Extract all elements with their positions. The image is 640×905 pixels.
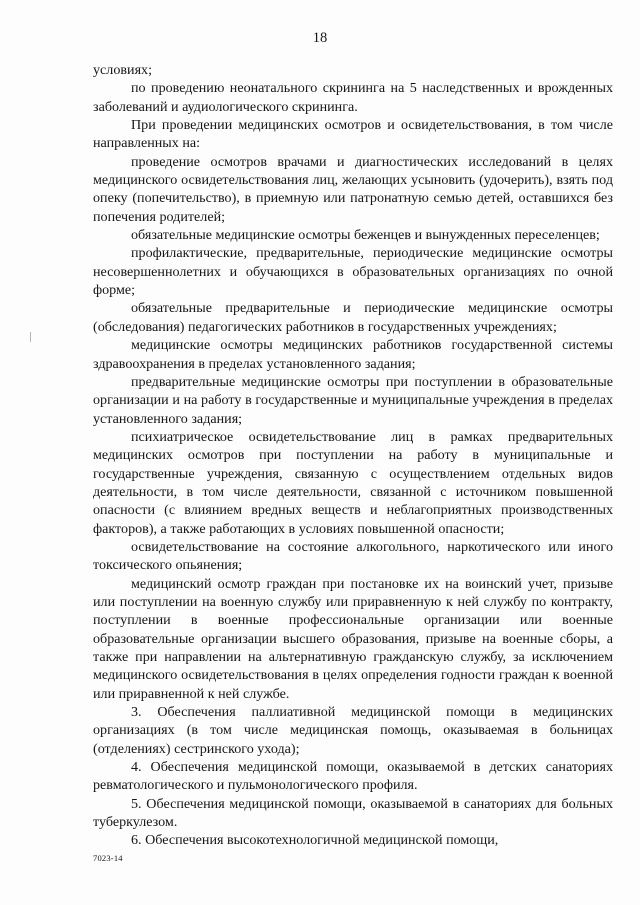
numbered-paragraph-3: 3. Обеспечения паллиативной медицинской помощи в медицинских организациях (в том числе медицинская помощь, оказываемая в больницах (отделениях) сестринского ухода); <box>93 704 613 757</box>
paragraph: психиатрическое освидетельствование лиц в рамках предварительных медицинских осмотров при поступлении на работу в муниципальные и государственные учреждения, связанную с осуществлением отдельных видов деятельности, в том числе деятельности, связанной с источником повышенной опасности (с влиянием вредных веществ и неблагоприятных производственных факторов), а также работающих в условиях повышенной опасности; <box>93 428 613 537</box>
numbered-paragraph-6: 6. Обеспечения высокотехнологичной медицинской помощи, <box>131 832 499 849</box>
paragraph: обязательные предварительные и периодические медицинские осмотры (обследования) педагогических работников в государственных учреждениях; <box>93 300 613 335</box>
paragraph: по проведению неонатального скрининга на 5 наследственных и врожденных заболеваний и аудиологического скрининга. <box>93 80 613 115</box>
paragraph: освидетельствование на состояние алкогольного, наркотического или иного токсического опьянения; <box>93 538 613 574</box>
paragraph: При проведении медицинских осмотров и освидетельствования, в том числе направленных на: <box>93 117 613 152</box>
paragraph: медицинский осмотр граждан при постановке их на воинский учет, призыве или поступлении на военную службу или приравненную к ней службу по контракту, поступлении в военные профессиональные организации или военные образовательные организации высшего образования, призыве на военные сборы, а также при направлении на альтернативную гражданскую службу, за исключением медицинского освидетельствования в целях определения годности граждан к военной или приравненной к ней службе. <box>93 575 613 702</box>
paragraph: предварительные медицинские осмотры при поступлении в образовательные организации и на работу в государственные и муниципальные учреждения в пределах установленного задания; <box>93 373 613 427</box>
numbered-paragraph-4: 4. Обеспечения медицинской помощи, оказываемой в детских санаториях ревматологического и пульмонологического профиля. <box>93 759 613 794</box>
footer-code: 7023-14 <box>93 853 123 863</box>
numbered-paragraph-5: 5. Обеспечения медицинской помощи, оказываемой в санаториях для больных туберкулезом. <box>93 795 613 831</box>
paragraph: профилактические, предварительные, периодические медицинские осмотры несовершеннолетних и обучающихся в образовательных организациях по очной форме; <box>93 245 613 299</box>
paragraph-continuation: условиях; <box>93 62 153 78</box>
paragraph: обязательные медицинские осмотры беженцев и вынужденных переселенцев; <box>131 227 600 244</box>
paragraph: медицинские осмотры медицинских работников государственной системы здравоохранения в пределах установленного задания; <box>93 337 613 372</box>
margin-mark <box>30 332 31 342</box>
document-body <box>93 61 613 850</box>
paragraph: проведение осмотров врачами и диагностических исследований в целях медицинского освидетельствования лиц, желающих усыновить (удочерить), взять под опеку (попечительство), в приемную или патронатную семью детей, оставшихся без попечения родителей; <box>93 153 613 225</box>
page-number: 18 <box>312 30 328 46</box>
